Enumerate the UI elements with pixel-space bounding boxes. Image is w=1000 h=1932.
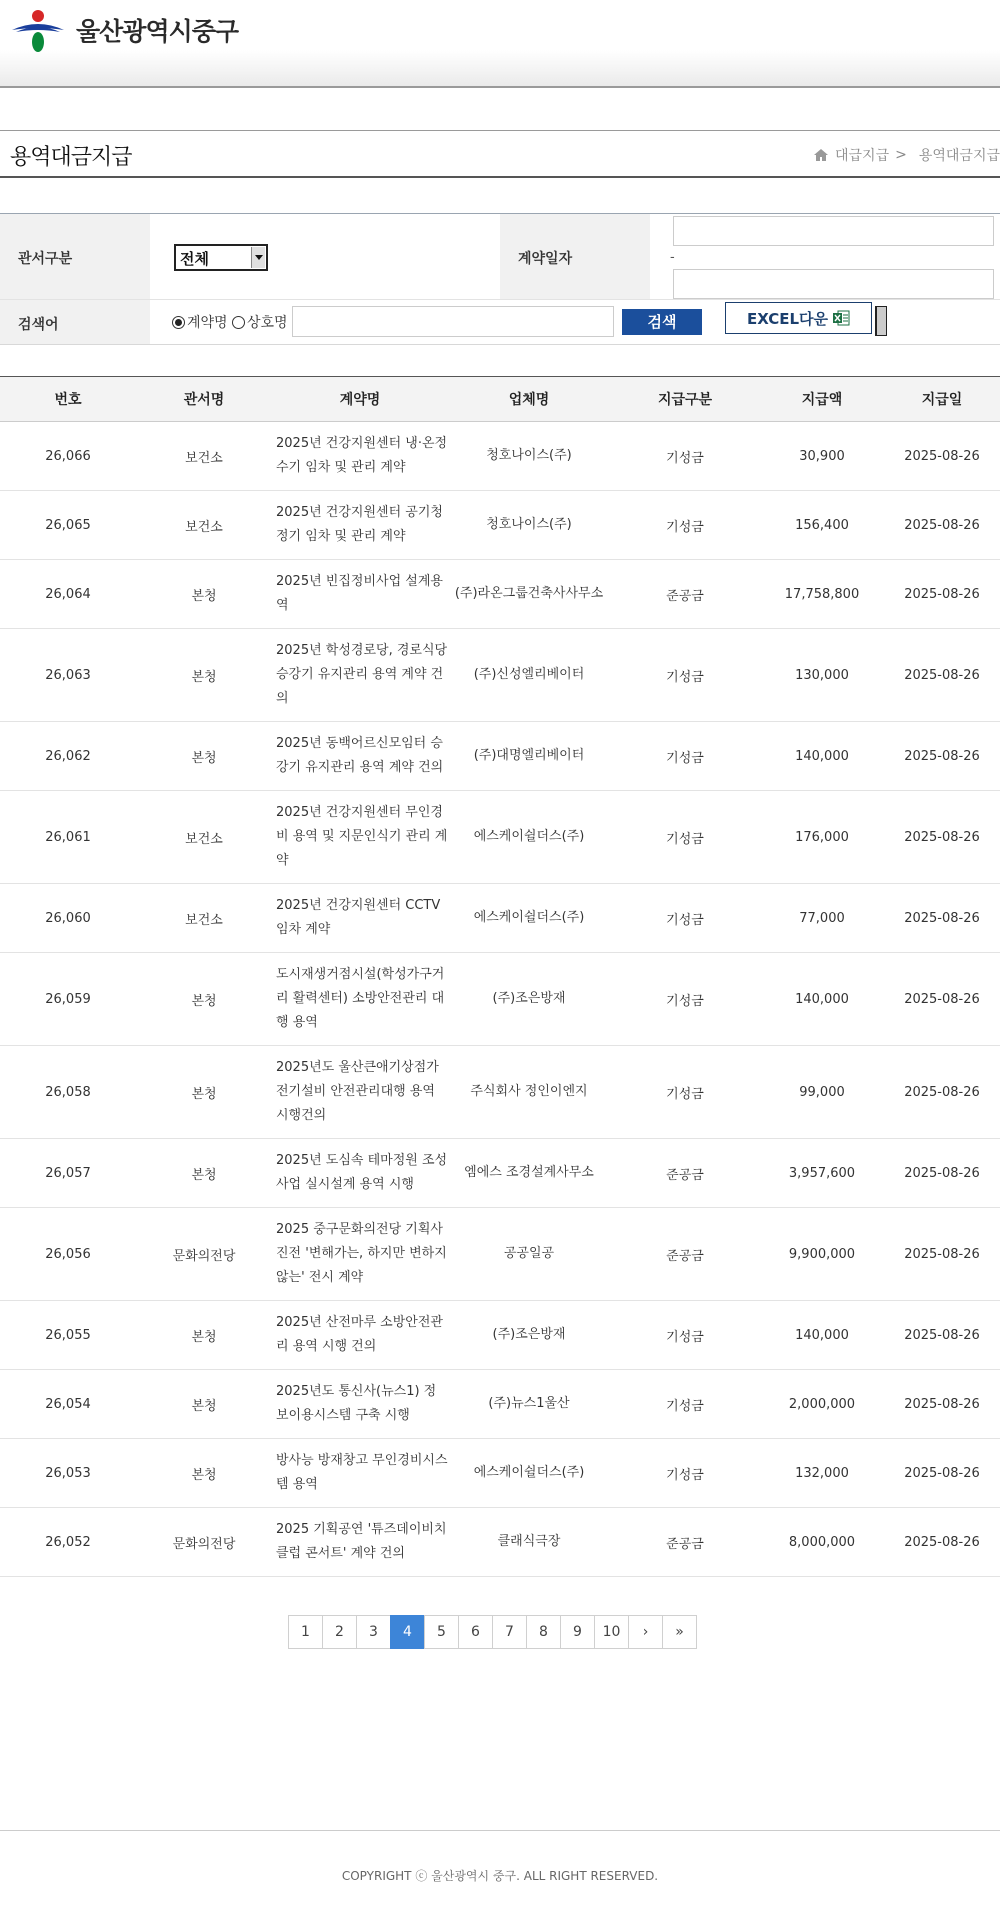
cell-contract[interactable]: 2025년 건강지원센터 공기청정기 임차 및 관리 계약 [276, 505, 443, 544]
cell-payment-type: 기성금 [666, 831, 704, 847]
cell-amount: 2,000,000 [788, 1396, 856, 1412]
cell-contract[interactable]: 방사능 방재창고 무인경비시스템 용역 [276, 1453, 448, 1492]
header-payment-type: 지급구분 [657, 392, 713, 408]
start-date-input[interactable] [673, 216, 994, 246]
table-row[interactable] [0, 560, 1000, 629]
cell-number: 26,057 [45, 1165, 91, 1181]
table-header [0, 377, 1000, 422]
cell-number: 26,065 [45, 517, 91, 533]
payment-table [0, 376, 1000, 1577]
page-button-9[interactable]: 9 [560, 1615, 595, 1649]
last-page-button[interactable]: » [662, 1615, 697, 1649]
excel-download-button[interactable] [725, 302, 872, 334]
cell-company: 청호나이스(주) [486, 448, 572, 463]
cell-contract[interactable]: 2025 중구문화의전당 기획사진전 '변해가는, 하지만 변하지 않는' 전시 계약 [276, 1222, 447, 1285]
cell-payment-type: 기성금 [666, 519, 704, 535]
cell-date: 2025-08-26 [904, 1534, 980, 1550]
cell-payment-type: 기성금 [666, 1329, 704, 1345]
header-contract: 계약명 [339, 392, 381, 408]
table-row[interactable] [0, 1208, 1000, 1301]
page-button-6[interactable]: 6 [458, 1615, 493, 1649]
home-icon[interactable] [813, 147, 829, 163]
keyword-input[interactable] [292, 306, 614, 337]
cell-date: 2025-08-26 [904, 748, 980, 764]
cell-amount: 9,900,000 [788, 1246, 856, 1262]
table-row[interactable] [0, 884, 1000, 953]
cell-payment-type: 기성금 [666, 993, 704, 1009]
cell-amount: 156,400 [795, 517, 849, 533]
page-button-3[interactable]: 3 [356, 1615, 391, 1649]
excel-icon [832, 309, 850, 327]
table-row[interactable] [0, 1301, 1000, 1370]
cell-number: 26,058 [45, 1084, 91, 1100]
cell-office: 본청 [191, 669, 217, 685]
page-button-5[interactable]: 5 [424, 1615, 459, 1649]
cell-company: 에스케이쉴더스(주) [473, 1465, 585, 1480]
date-separator: - [670, 250, 675, 265]
cell-number: 26,060 [45, 910, 91, 926]
cell-contract[interactable]: 2025년도 울산큰애기상점가 전기설비 안전관리대행 용역 시행건의 [276, 1060, 439, 1123]
breadcrumb-item-2[interactable]: 용역대금지급 [918, 148, 1000, 164]
contract-date-label: 계약일자 [518, 251, 573, 267]
page-button-2[interactable]: 2 [322, 1615, 357, 1649]
cell-date: 2025-08-26 [904, 1396, 980, 1412]
page-button-1[interactable]: 1 [288, 1615, 323, 1649]
table-row[interactable] [0, 491, 1000, 560]
cell-date: 2025-08-26 [904, 910, 980, 926]
pagination [289, 1615, 697, 1649]
cell-contract[interactable]: 2025년 빈집정비사업 설계용역 [276, 574, 443, 613]
cell-number: 26,059 [45, 991, 91, 1007]
site-header [0, 0, 1000, 88]
cell-office: 본청 [191, 1467, 217, 1483]
cell-number: 26,066 [45, 448, 91, 464]
keyword-label: 검색어 [18, 317, 59, 333]
cell-payment-type: 기성금 [666, 1398, 704, 1414]
cell-contract[interactable]: 2025년 학성경로당, 경로식당 승강기 유지관리 용역 계약 건의 [276, 643, 448, 706]
search-button[interactable]: 검색 [622, 309, 702, 335]
excel-side-handle[interactable] [875, 306, 887, 336]
cell-date: 2025-08-26 [904, 1165, 980, 1181]
cell-amount: 132,000 [795, 1465, 849, 1481]
cell-company: 청호나이스(주) [486, 517, 572, 532]
cell-payment-type: 준공금 [666, 588, 704, 604]
cell-number: 26,061 [45, 829, 91, 845]
table-row[interactable] [0, 1439, 1000, 1508]
cell-amount: 3,957,600 [788, 1165, 856, 1181]
cell-number: 26,064 [45, 586, 91, 602]
cell-contract[interactable]: 2025년도 통신사(뉴스1) 정보이용시스템 구축 시행 [276, 1384, 437, 1423]
cell-company: (주)라온그룹건축사사무소 [454, 586, 604, 601]
cell-payment-type: 준공금 [666, 1248, 704, 1264]
cell-payment-type: 기성금 [666, 912, 704, 928]
cell-amount: 176,000 [795, 829, 849, 845]
cell-payment-type: 기성금 [666, 450, 704, 466]
cell-office: 보건소 [185, 519, 223, 535]
cell-office: 본청 [191, 1167, 217, 1183]
cell-number: 26,056 [45, 1246, 91, 1262]
cell-payment-type: 준공금 [666, 1167, 704, 1183]
cell-office: 보건소 [185, 831, 223, 847]
cell-date: 2025-08-26 [904, 829, 980, 845]
cell-office: 본청 [191, 588, 217, 604]
page-title: 용역대금지급 [10, 145, 132, 170]
cell-number: 26,052 [45, 1534, 91, 1550]
next-page-button[interactable]: › [628, 1615, 663, 1649]
cell-date: 2025-08-26 [904, 667, 980, 683]
site-footer [0, 1830, 1000, 1932]
cell-company: 주식회사 정인이엔지 [470, 1084, 588, 1099]
cell-company: 클래식극장 [497, 1534, 561, 1549]
radio-dot-checked[interactable] [172, 316, 185, 329]
cell-contract[interactable]: 2025년 건강지원센터 무인경비 용역 및 지문인식기 관리 계약 [276, 805, 448, 868]
cell-amount: 99,000 [799, 1084, 845, 1100]
cell-number: 26,055 [45, 1327, 91, 1343]
cell-company: (주)뉴스1울산 [488, 1396, 570, 1411]
search-row-2 [0, 300, 1000, 345]
cell-office: 본청 [191, 750, 217, 766]
cell-office: 본청 [191, 993, 217, 1009]
cell-contract[interactable]: 2025년 건강지원센터 냉·온정수기 임차 및 관리 계약 [276, 436, 448, 475]
radio-company-label: 상호명 [247, 315, 288, 331]
office-select-value: 전체 [180, 250, 209, 268]
excel-button-label: EXCEL다운 [746, 309, 829, 328]
table-row[interactable] [0, 953, 1000, 1046]
contract-date-label-cell [500, 214, 650, 299]
table-row[interactable] [0, 791, 1000, 884]
page-button-10[interactable]: 10 [594, 1615, 629, 1649]
office-select[interactable] [174, 244, 268, 271]
cell-date: 2025-08-26 [904, 1084, 980, 1100]
cell-number: 26,062 [45, 748, 91, 764]
cell-office: 보건소 [185, 912, 223, 928]
table-row[interactable] [0, 1370, 1000, 1439]
cell-contract[interactable]: 2025년 도심속 테마정원 조성사업 실시설계 용역 시행 [276, 1153, 448, 1192]
search-form [0, 213, 1000, 345]
page-button-4[interactable]: 4 [390, 1615, 425, 1649]
office-label-cell [0, 214, 150, 299]
cell-date: 2025-08-26 [904, 1465, 980, 1481]
table-row[interactable] [0, 1046, 1000, 1139]
office-label: 관서구분 [18, 251, 73, 267]
cell-payment-type: 기성금 [666, 669, 704, 685]
site-name[interactable]: 울산광역시중구 [76, 17, 239, 46]
cell-office: 문화의전당 [172, 1536, 236, 1552]
header-office: 관서명 [183, 392, 225, 408]
cell-amount: 77,000 [799, 910, 845, 926]
cell-company: 엠에스 조경설계사무소 [464, 1165, 594, 1180]
cell-amount: 140,000 [795, 748, 849, 764]
cell-payment-type: 기성금 [666, 750, 704, 766]
cell-amount: 140,000 [795, 991, 849, 1007]
radio-dot[interactable] [232, 316, 245, 329]
cell-company: 공공일공 [503, 1246, 555, 1261]
radio-contract-label: 계약명 [187, 315, 228, 331]
cell-number: 26,053 [45, 1465, 91, 1481]
search-row-1 [0, 214, 1000, 300]
end-date-input[interactable] [673, 269, 994, 299]
cell-company: (주)조은방재 [492, 1327, 566, 1342]
header-company: 업체명 [508, 392, 550, 408]
cell-company: (주)신성엘리베이터 [473, 667, 585, 682]
cell-amount: 30,900 [799, 448, 845, 464]
cell-payment-type: 준공금 [666, 1536, 704, 1552]
table-row[interactable] [0, 422, 1000, 491]
cell-contract[interactable]: 2025년 산전마루 소방안전관리 용역 시행 건의 [276, 1315, 443, 1354]
radio-company-name[interactable] [232, 312, 288, 332]
cell-office: 보건소 [185, 450, 223, 466]
copyright: COPYRIGHT ⓒ 울산광역시 중구. ALL RIGHT RESERVED. [341, 1869, 659, 1883]
table-row[interactable] [0, 1508, 1000, 1577]
cell-date: 2025-08-26 [904, 991, 980, 1007]
header-number: 번호 [54, 392, 82, 408]
cell-number: 26,054 [45, 1396, 91, 1412]
cell-office: 본청 [191, 1329, 217, 1345]
cell-company: 에스케이쉴더스(주) [473, 829, 585, 844]
page-button-8[interactable]: 8 [526, 1615, 561, 1649]
cell-date: 2025-08-26 [904, 517, 980, 533]
cell-contract[interactable]: 2025년 건강지원센터 CCTV 임차 계약 [276, 898, 441, 937]
cell-date: 2025-08-26 [904, 1246, 980, 1262]
table-row[interactable] [0, 629, 1000, 722]
cell-office: 본청 [191, 1086, 217, 1102]
table-body [0, 422, 1000, 1577]
cell-company: (주)조은방재 [492, 991, 566, 1006]
cell-amount: 130,000 [795, 667, 849, 683]
cell-contract[interactable]: 2025 기획공연 '튜즈데이비치클럽 콘서트' 계약 건의 [276, 1522, 447, 1561]
cell-amount: 140,000 [795, 1327, 849, 1343]
radio-contract-name[interactable] [172, 312, 228, 332]
cell-payment-type: 기성금 [666, 1467, 704, 1483]
cell-date: 2025-08-26 [904, 448, 980, 464]
cell-date: 2025-08-26 [904, 586, 980, 602]
page-title-bar [0, 130, 1000, 178]
cell-company: (주)대명엘리베이터 [473, 748, 585, 763]
table-row[interactable] [0, 722, 1000, 791]
keyword-label-cell [0, 300, 150, 344]
header-amount: 지급액 [801, 392, 843, 408]
cell-date: 2025-08-26 [904, 1327, 980, 1343]
dropdown-arrow-icon[interactable] [251, 247, 265, 268]
cell-office: 문화의전당 [172, 1248, 236, 1264]
breadcrumb-item-1[interactable]: 대급지급 [835, 148, 890, 164]
cell-amount: 17,758,800 [784, 586, 860, 602]
cell-office: 본청 [191, 1398, 217, 1414]
cell-contract[interactable]: 도시재생거점시설(학성가구거리 활력센터) 소방안전관리 대행 용역 [276, 967, 445, 1030]
breadcrumb-separator: > [895, 147, 907, 163]
table-row[interactable] [0, 1139, 1000, 1208]
cell-company: 에스케이쉴더스(주) [473, 910, 585, 925]
breadcrumb [813, 145, 1000, 165]
header-date: 지급일 [921, 392, 963, 408]
cell-amount: 8,000,000 [788, 1534, 856, 1550]
cell-contract[interactable]: 2025년 동백어르신모임터 승강기 유지관리 용역 계약 건의 [276, 736, 444, 775]
cell-payment-type: 기성금 [666, 1086, 704, 1102]
page-button-7[interactable]: 7 [492, 1615, 527, 1649]
logo-icon[interactable] [10, 8, 66, 54]
cell-number: 26,063 [45, 667, 91, 683]
